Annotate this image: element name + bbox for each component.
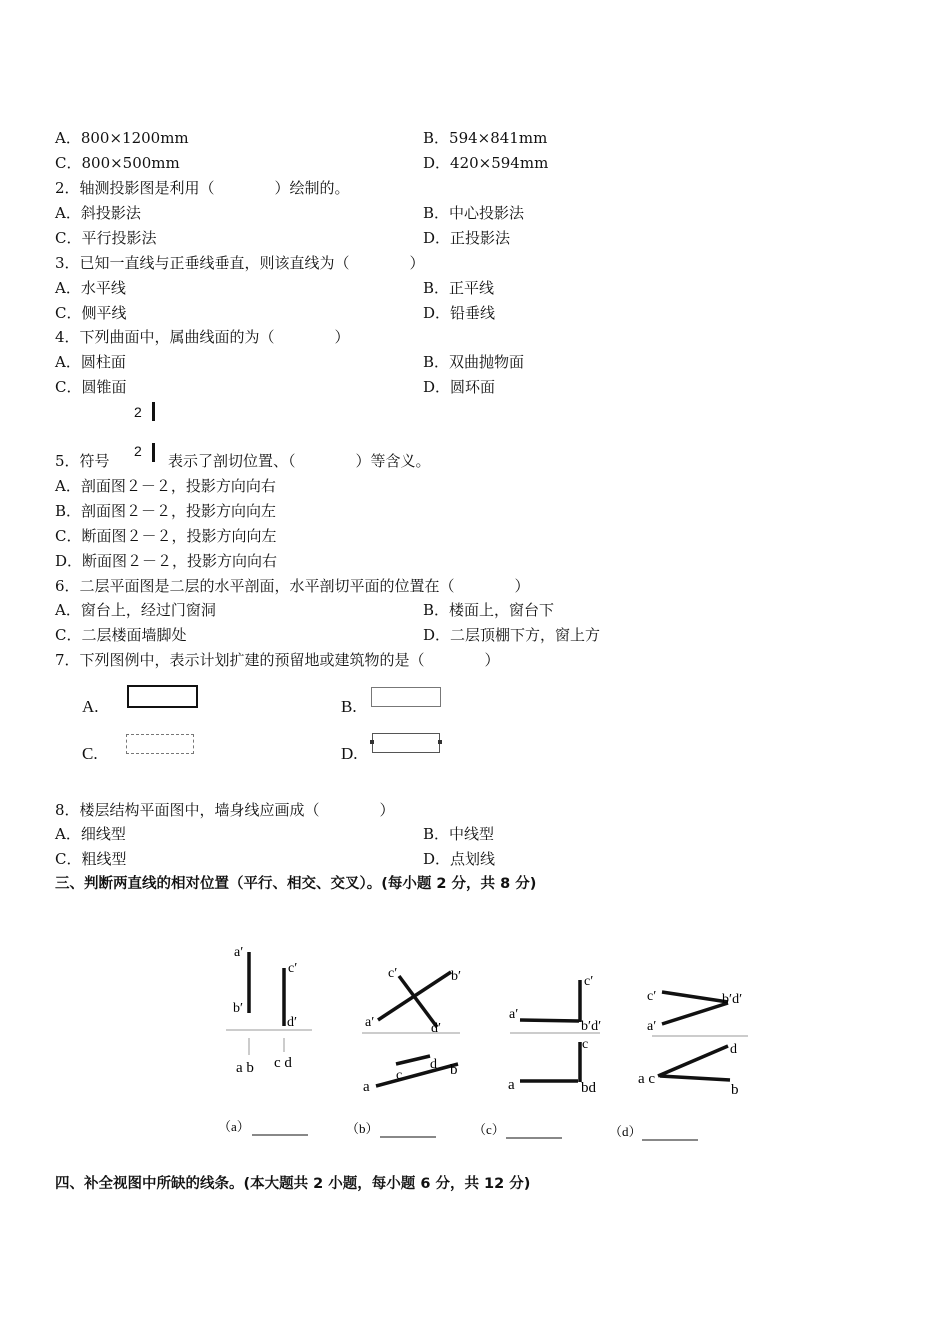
q1-option-d: D．420×594mm: [423, 154, 549, 172]
q5-stem-pre: 5．符号: [55, 452, 110, 470]
figure-a: [218, 945, 312, 1135]
fig-b-label-d: d: [430, 1057, 437, 1072]
q5-stem-post: 表示了剖切位置、（ ）等含义。: [168, 452, 431, 470]
q3-stem: 3．已知一直线与正垂线垂直，则该直线为（ ）: [55, 254, 425, 272]
q7-option-b: B.: [341, 697, 357, 716]
fig-d-label-ac: a c: [638, 1071, 656, 1087]
fig-c-label-c: c: [582, 1037, 589, 1052]
q2-option-a: A．斜投影法: [55, 204, 141, 222]
q4-option-b: B．双曲抛物面: [423, 353, 525, 371]
q5-option-d: D．断面图２－２，投影方向向右: [55, 552, 278, 570]
q4-option-c: C．圆锥面: [55, 378, 127, 396]
fig-a-label-bp: b′: [233, 1001, 244, 1016]
fig-c-label-bdp: b′d′: [581, 1019, 602, 1034]
q7-option-c: C.: [82, 744, 98, 763]
q2-option-c: C．平行投影法: [55, 229, 157, 247]
q4-stem: 4．下列曲面中，属曲线面的为（ ）: [55, 328, 350, 346]
q6-option-a: A．窗台上，经过门窗洞: [55, 601, 216, 619]
fig-b-caption: （b）: [346, 1121, 379, 1136]
fig-b-label-bp: b′: [451, 969, 462, 984]
q2-option-b: B．中心投影法: [423, 204, 525, 222]
fig-d-label-d: d: [730, 1042, 737, 1057]
section-symbol-number-top: 2: [134, 404, 142, 420]
q7-stem: 7．下列图例中，表示计划扩建的预留地或建筑物的是（ ）: [55, 651, 500, 669]
fig-b-label-c: c: [396, 1068, 403, 1083]
figure-c: [473, 974, 601, 1138]
q1-option-a: A．800×1200mm: [55, 129, 189, 147]
section-3-title: 三、判断两直线的相对位置（平行、相交、交叉）。(每小题 2 分，共 8 分): [55, 876, 537, 892]
q5-option-a: A．剖面图２－２，投影方向向右: [55, 477, 276, 495]
fig-d-label-ap: a′: [647, 1019, 657, 1034]
figure-b: [346, 966, 461, 1137]
q6-option-c: C．二层楼面墙脚处: [55, 626, 187, 644]
fig-c-label-bd: bd: [581, 1080, 596, 1096]
q8-stem: 8．楼层结构平面图中，墙身线应画成（ ）: [55, 801, 395, 819]
fig-a-caption: （a）: [218, 1119, 250, 1134]
fig-d-caption: （d）: [609, 1124, 642, 1139]
fig-c-caption: （c）: [473, 1122, 505, 1137]
q4-option-d: D．圆环面: [423, 378, 496, 396]
fig-a-label-ab: a b: [236, 1060, 254, 1076]
q3-option-a: A．水平线: [55, 279, 126, 297]
fig-a-label-dp: d′: [287, 1015, 298, 1030]
q6-option-b: B．楼面上，窗台下: [423, 601, 555, 619]
figure-d: [609, 989, 748, 1140]
fig-c-label-a: a: [508, 1077, 515, 1093]
q3-option-c: C．侧平线: [55, 304, 127, 322]
fig-a-label-cd: c d: [274, 1055, 292, 1071]
q5-option-c: C．断面图２－２，投影方向向左: [55, 527, 277, 545]
q1-option-b: B．594×841mm: [423, 129, 548, 147]
q7-option-a: A.: [82, 697, 99, 716]
fig-a-label-ap: a′: [234, 945, 244, 960]
fig-b-label-b: b: [450, 1062, 458, 1078]
q2-option-d: D．正投影法: [423, 229, 511, 247]
q3-option-d: D．铅垂线: [423, 304, 496, 322]
q6-option-d: D．二层顶棚下方，窗上方: [423, 626, 601, 644]
q8-option-d: D．点划线: [423, 850, 496, 868]
fig-b-label-cp: c′: [388, 966, 398, 981]
fig-d-label-b: b: [731, 1082, 739, 1098]
q1-option-c: C．800×500mm: [55, 154, 180, 172]
q6-stem: 6．二层平面图是二层的水平剖面，水平剖切平面的位置在（ ）: [55, 577, 530, 595]
q8-option-a: A．细线型: [55, 825, 126, 843]
q8-option-b: B．中线型: [423, 825, 495, 843]
q4-option-a: A．圆柱面: [55, 353, 126, 371]
q7-option-d: D.: [341, 744, 358, 763]
fig-b-label-dp: d′: [431, 1021, 442, 1036]
q8-option-c: C．粗线型: [55, 850, 127, 868]
fig-d-label-cp: c′: [647, 989, 657, 1004]
fig-d-label-bdp: b′d′: [722, 992, 743, 1007]
q3-option-b: B．正平线: [423, 279, 495, 297]
fig-a-label-cp: c′: [288, 961, 298, 976]
fig-c-label-ap: a′: [509, 1007, 519, 1022]
fig-b-label-a: a: [363, 1079, 370, 1095]
q5-option-b: B．剖面图２－２，投影方向向左: [55, 502, 277, 520]
q2-stem: 2．轴测投影图是利用（ ）绘制的。: [55, 179, 350, 197]
section-4-title: 四、补全视图中所缺的线条。(本大题共 2 小题，每小题 6 分，共 12 分): [55, 1176, 531, 1192]
fig-c-label-cp: c′: [584, 974, 594, 989]
section-symbol-number-bottom: 2: [134, 443, 142, 459]
fig-b-label-ap: a′: [365, 1015, 375, 1030]
